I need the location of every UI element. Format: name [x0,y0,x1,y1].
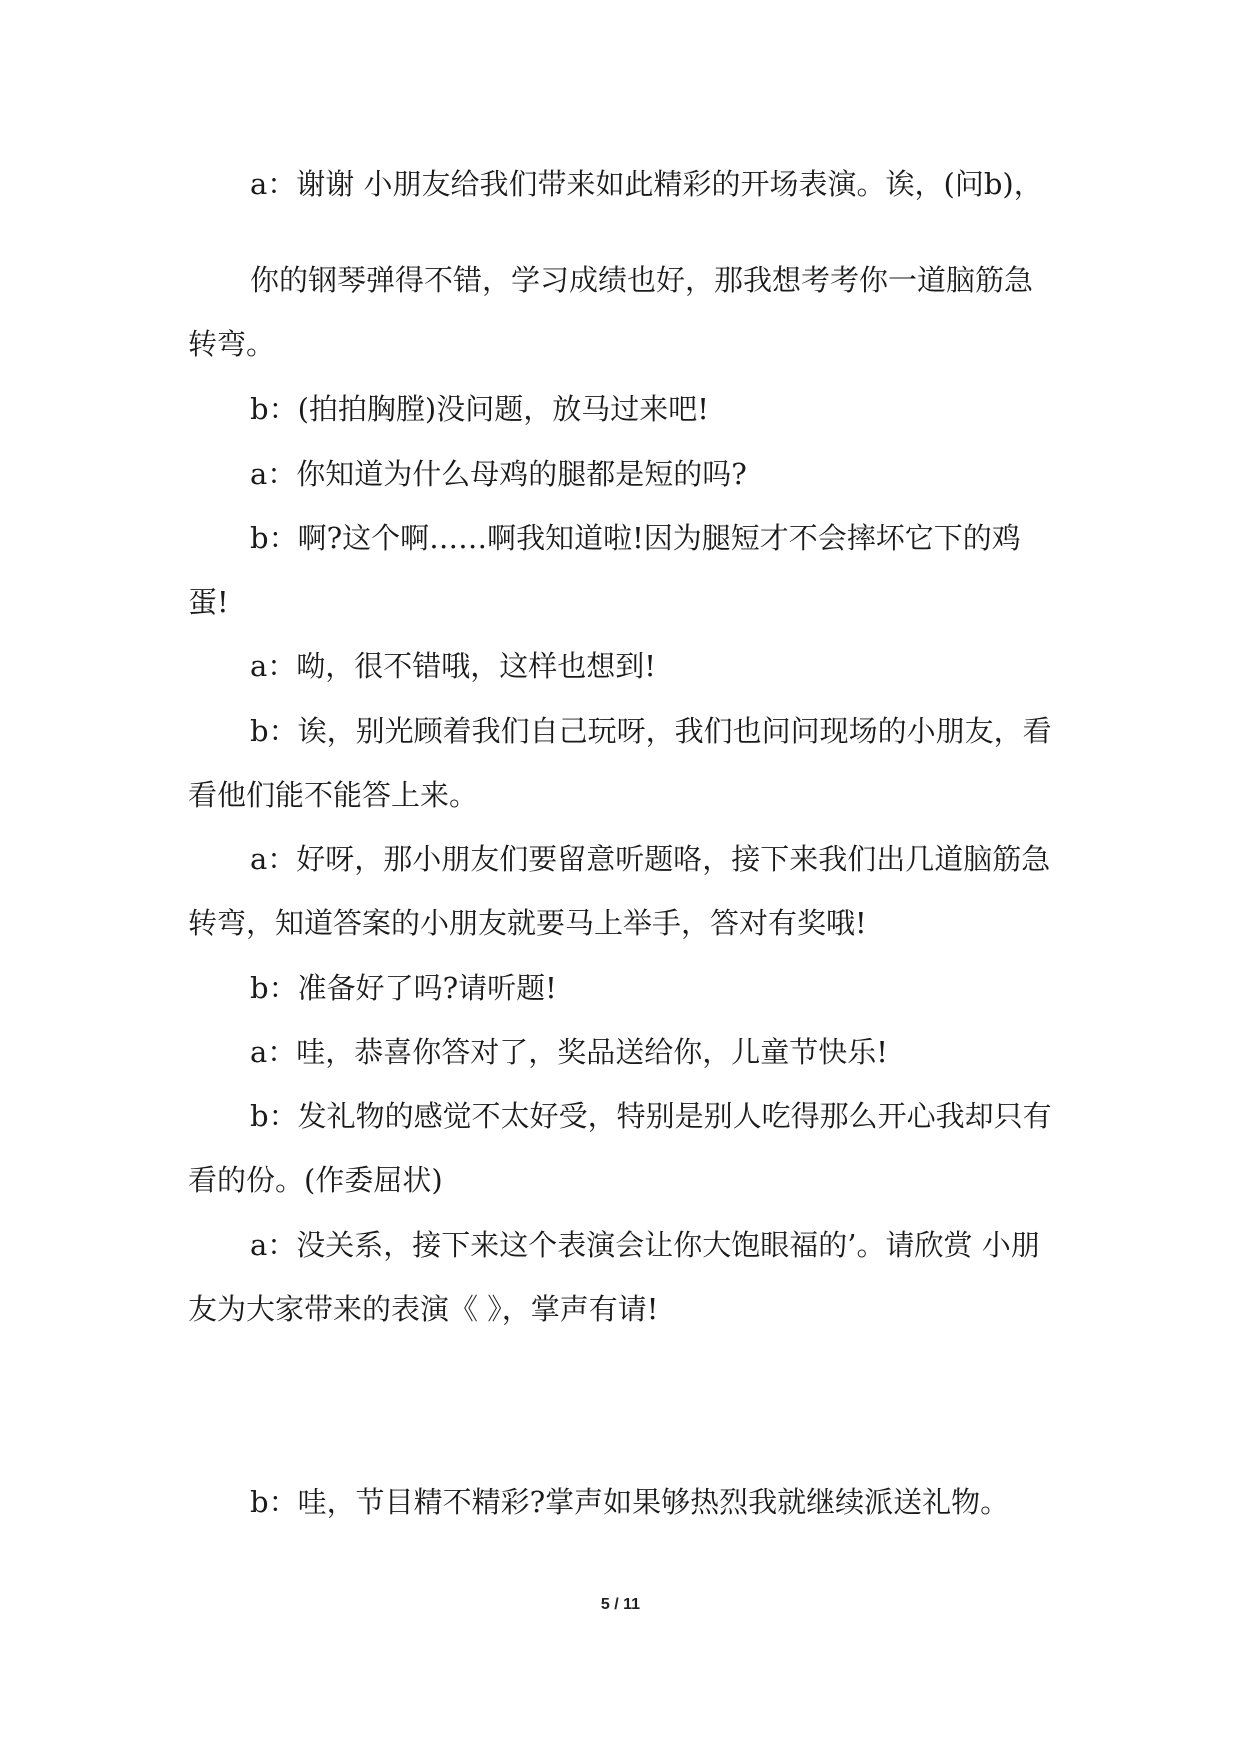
paragraph-12: a：没关系，接下来这个表演会让你大饱眼福的’。请欣赏 小朋友为大家带来的表演《 》，掌声有请! [188,1228,1040,1326]
paragraph-4: a：你知道为什么母鸡的腿都是短的吗? [250,457,747,491]
paragraph-11: b：发礼物的感觉不太好受，特别是别人吃得那么开心我却只有看的份。(作委屈状) [188,1099,1052,1197]
paragraph-3: b：(拍拍胸膛)没问题，放马过来吧! [250,392,709,426]
paragraph-1: a：谢谢 小朋友给我们带来如此精彩的开场表演。诶，(问b)， [250,167,1043,201]
paragraph-9: b：准备好了吗?请听题! [250,971,557,1005]
paragraph-2: 你的钢琴弹得不错，学习成绩也好，那我想考考你一道脑筋急转弯。 [188,263,1034,361]
paragraph-10: a：哇，恭喜你答对了，奖品送给你，儿童节快乐! [250,1035,888,1069]
page-number: 5 / 11 [600,1596,641,1613]
paragraph-6: a：呦，很不错哦，这样也想到! [250,649,656,683]
paragraph-8: a：好呀，那小朋友们要留意听题咯，接下来我们出几道脑筋急转弯，知道答案的小朋友就要马上举手，答对有奖哦! [188,842,1051,940]
paragraph-13: b：哇，节目精不精彩?掌声如果够热烈我就继续派送礼物。 [250,1485,1010,1519]
paragraph-5: b：啊?这个啊……啊我知道啦!因为腿短才不会摔坏它下的鸡蛋! [188,521,1021,619]
paragraph-7: b：诶，别光顾着我们自己玩呀，我们也问问现场的小朋友，看看他们能不能答上来。 [188,714,1052,812]
